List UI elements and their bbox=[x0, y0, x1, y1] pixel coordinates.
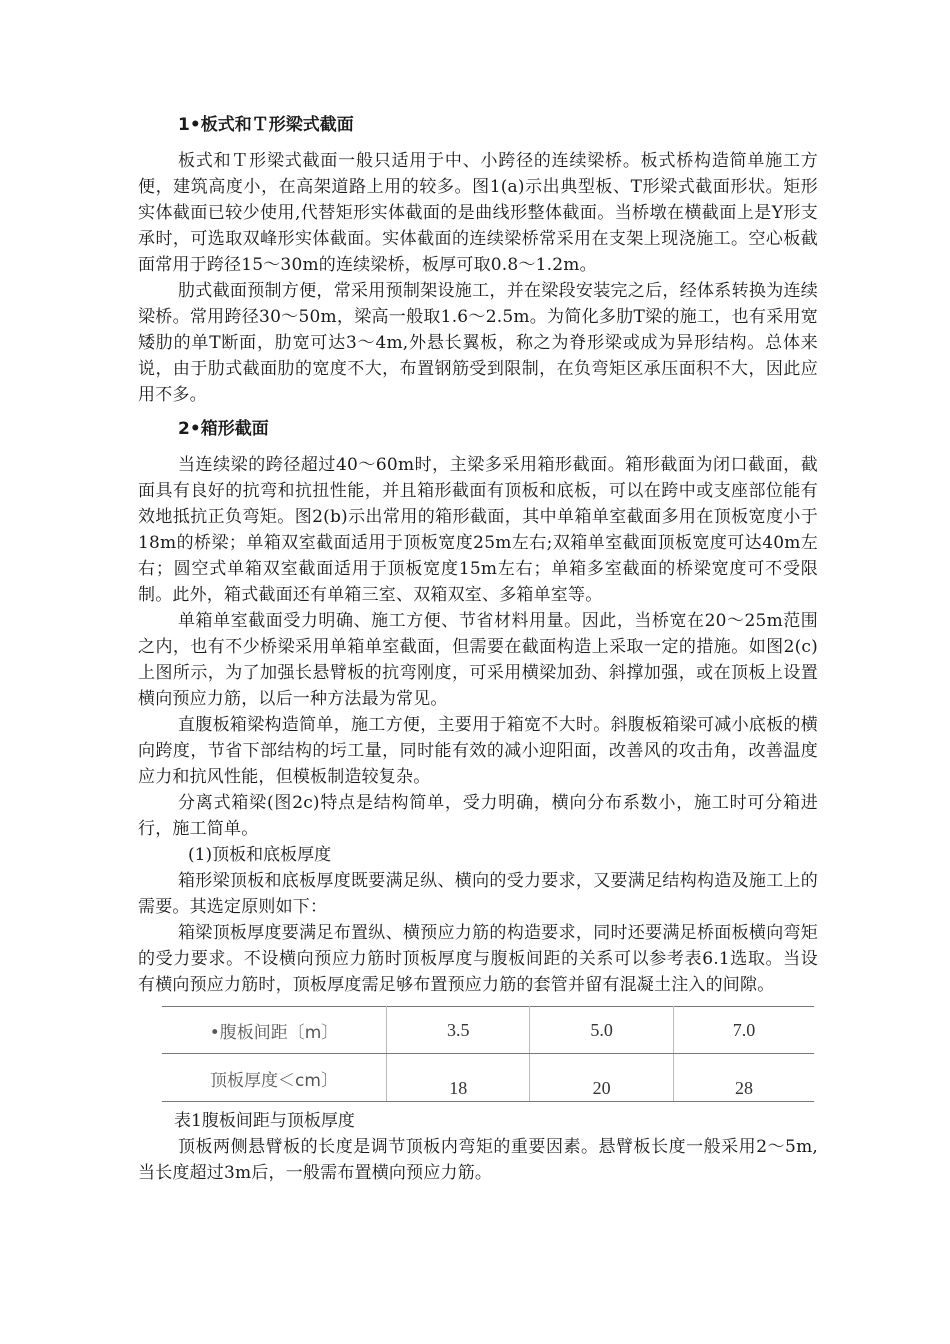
table-caption: 表1腹板间距与顶板厚度 bbox=[174, 1111, 355, 1131]
paragraph: 分离式箱梁(图2c)特点是结构简单，受力明确，横向分布系数小，施工时可分箱进行，施工简单。 bbox=[138, 793, 818, 839]
section-1-heading: 1•板式和Ｔ形梁式截面 bbox=[178, 115, 354, 135]
table-cell: 3.5 bbox=[387, 1007, 530, 1054]
paragraph: 箱梁顶板厚度要满足布置纵、横预应力筋的构造要求，同时还要满足桥面板横向弯矩的受力要求。不设横向预应力筋时顶板厚度与腹板间距的关系可以参考表6.1选取。当设有横向预应力筋时，顶板厚度需足够布置预应力筋的套管并留有混凝土注入的间隙。 bbox=[138, 923, 818, 995]
paragraph: 直腹板箱梁构造简单，施工方便，主要用于箱宽不大时。斜腹板箱梁可减小底板的横向跨度，节省下部结构的圬工量，同时能有效的减小迎阳面，改善风的攻击角，改善温度应力和抗风性能，但模板制造较复杂。 bbox=[138, 715, 818, 787]
table-cell: 7.0 bbox=[673, 1007, 814, 1054]
subheading: (1)顶板和底板厚度 bbox=[188, 845, 332, 865]
section-2-heading: 2•箱形截面 bbox=[178, 419, 269, 439]
table-row-label: •腹板间距〔m〕 bbox=[162, 1007, 387, 1054]
paragraph: 当连续梁的跨径超过40〜60m时，主梁多采用箱形截面。箱形截面为闭口截面，截面具有良好的抗弯和抗扭性能，并且箱形截面有顶板和底板，可以在跨中或支座部位能有效地抵抗正负弯矩。图2(b)示出常用的箱形截面，其中单箱单室截面多用在顶板宽度小于18m的桥梁；单箱双室截面适用于顶板宽度25m左右;双箱单室截面顶板宽度可达40m左右；圆空式单箱双室截面适用于顶板宽度15m左右；单箱多室截面的桥梁宽度可不受限制。此外，箱式截面还有单箱三室、双箱双室、多箱单室等。 bbox=[138, 455, 818, 605]
document-body bbox=[138, 112, 818, 1186]
web-spacing-table bbox=[162, 1006, 814, 1102]
table-row-label: 顶板厚度＜cm〕 bbox=[162, 1054, 387, 1102]
table-cell: 5.0 bbox=[530, 1007, 673, 1054]
paragraph: 板式和Ｔ形梁式截面一般只适用于中、小跨径的连续梁桥。板式桥构造简单施工方便，建筑高度小，在高架道路上用的较多。图1(a)示出典型板、T形梁式截面形状。矩形实体截面已较少使用,代替矩形实体截面的是曲线形整体截面。当桥墩在横截面上是Y形支承时，可选取双峰形实体截面。实体截面的连续梁桥常采用在支架上现浇施工。空心板截面常用于跨径15〜30m的连续梁桥，板厚可取0.8〜1.2m。 bbox=[138, 151, 818, 275]
table-cell: 28 bbox=[673, 1054, 814, 1102]
paragraph: 箱形梁顶板和底板厚度既要满足纵、横向的受力要求，又要满足结构构造及施工上的需要。其选定原则如下： bbox=[138, 871, 818, 917]
table-cell: 20 bbox=[530, 1054, 673, 1102]
paragraph: 肋式截面预制方便，常采用预制架设施工，并在梁段安装完之后，经体系转换为连续梁桥。常用跨径30〜50m，梁高一般取1.6〜2.5m。为简化多肋T梁的施工，也有采用宽矮肋的单T断面，肋宽可达3〜4m,外悬长翼板，称之为脊形梁或成为异形结构。总体来说，由于肋式截面肋的宽度不大，布置钢筋受到限制，在负弯矩区承压面积不大，因此应用不多。 bbox=[138, 281, 818, 405]
table-row bbox=[162, 1054, 814, 1102]
paragraph: 顶板两侧悬臂板的长度是调节顶板内弯矩的重要因素。悬臂板长度一般采用2〜5m,当长度超过3m后，一般需布置横向预应力筋。 bbox=[138, 1137, 818, 1183]
paragraph: 单箱单室截面受力明确、施工方便、节省材料用量。因此，当桥宽在20〜25m范围之内，也有不少桥梁采用单箱单室截面，但需要在截面构造上采取一定的措施。如图2(c)上图所示，为了加强长悬臂板的抗弯刚度，可采用横梁加劲、斜撑加强，或在顶板上设置横向预应力筋，以后一种方法最为常见。 bbox=[138, 611, 818, 709]
table-row bbox=[162, 1007, 814, 1054]
table-cell: 18 bbox=[387, 1054, 530, 1102]
